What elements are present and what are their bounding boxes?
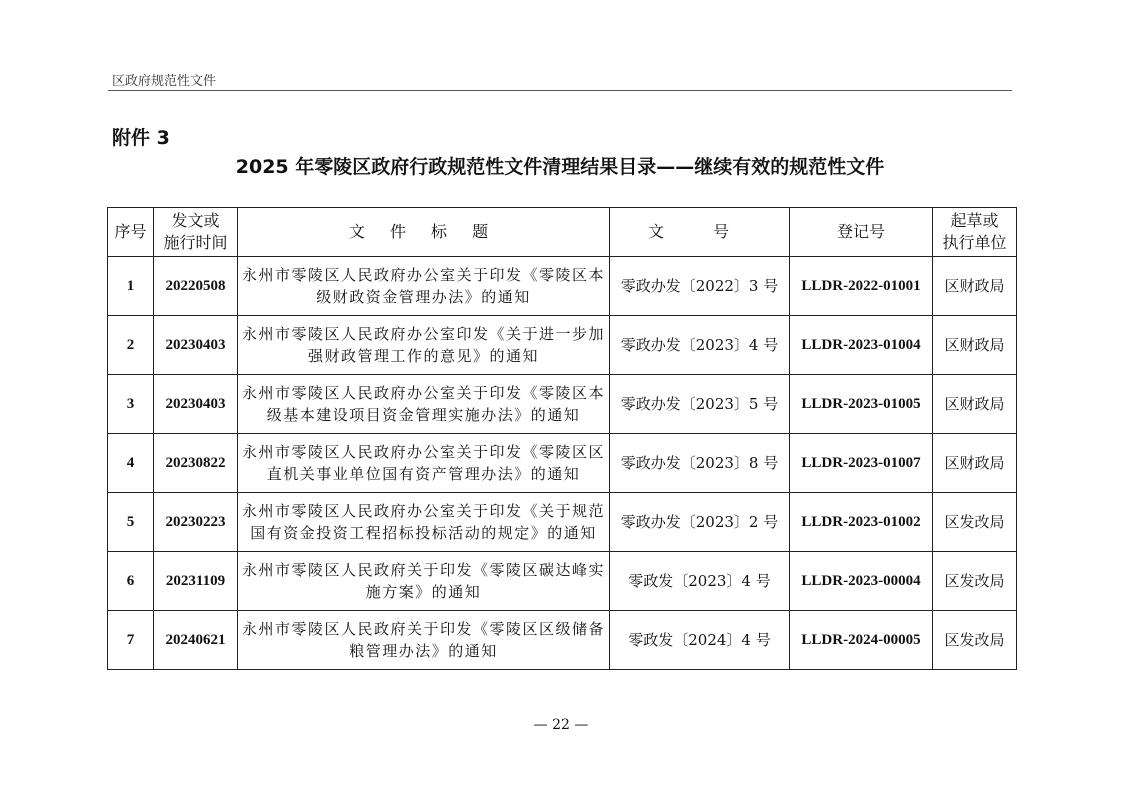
row-date: 20230403 bbox=[154, 316, 238, 375]
row-title: 永州市零陵区人民政府办公室印发《关于进一步加强财政管理工作的意见》的通知 bbox=[238, 316, 610, 375]
row-date: 20220508 bbox=[154, 257, 238, 316]
row-unit: 区财政局 bbox=[933, 316, 1017, 375]
row-title: 永州市零陵区人民政府办公室关于印发《零陵区本级财政资金管理办法》的通知 bbox=[238, 257, 610, 316]
row-docno: 零政办发〔2023〕2 号 bbox=[610, 493, 790, 552]
header-docno: 文 号 bbox=[610, 208, 790, 257]
row-date: 20231109 bbox=[154, 552, 238, 611]
row-title: 永州市零陵区人民政府办公室关于印发《关于规范国有资金投资工程招标投标活动的规定》的通知 bbox=[238, 493, 610, 552]
header-regno: 登记号 bbox=[790, 208, 933, 257]
row-date: 20230403 bbox=[154, 375, 238, 434]
row-date: 20230822 bbox=[154, 434, 238, 493]
header-divider bbox=[108, 90, 1012, 91]
running-header: 区政府规范性文件 bbox=[112, 74, 217, 89]
row-unit: 区财政局 bbox=[933, 257, 1017, 316]
row-seq: 4 bbox=[108, 434, 154, 493]
table-row bbox=[108, 434, 1017, 493]
header-seq: 序号 bbox=[108, 208, 154, 257]
attachment-label: 附件 3 bbox=[112, 127, 170, 149]
row-docno: 零政办发〔2023〕5 号 bbox=[610, 375, 790, 434]
row-unit: 区发改局 bbox=[933, 493, 1017, 552]
row-date: 20230223 bbox=[154, 493, 238, 552]
row-docno: 零政发〔2023〕4 号 bbox=[610, 552, 790, 611]
row-seq: 1 bbox=[108, 257, 154, 316]
header-date: 发文或 施行时间 bbox=[154, 208, 238, 257]
row-title: 永州市零陵区人民政府办公室关于印发《零陵区本级基本建设项目资金管理实施办法》的通知 bbox=[238, 375, 610, 434]
row-title: 永州市零陵区人民政府关于印发《零陵区碳达峰实施方案》的通知 bbox=[238, 552, 610, 611]
row-docno: 零政办发〔2022〕3 号 bbox=[610, 257, 790, 316]
row-docno: 零政办发〔2023〕8 号 bbox=[610, 434, 790, 493]
document-title: 2025 年零陵区政府行政规范性文件清理结果目录——继续有效的规范性文件 bbox=[235, 156, 885, 178]
header-title: 文 件 标 题 bbox=[238, 208, 610, 257]
row-regno: LLDR-2024-00005 bbox=[790, 611, 933, 670]
row-regno: LLDR-2023-00004 bbox=[790, 552, 933, 611]
table-row bbox=[108, 611, 1017, 670]
row-regno: LLDR-2023-01007 bbox=[790, 434, 933, 493]
row-date: 20240621 bbox=[154, 611, 238, 670]
row-title: 永州市零陵区人民政府办公室关于印发《零陵区区直机关事业单位国有资产管理办法》的通知 bbox=[238, 434, 610, 493]
row-regno: LLDR-2022-01001 bbox=[790, 257, 933, 316]
row-title: 永州市零陵区人民政府关于印发《零陵区区级储备粮管理办法》的通知 bbox=[238, 611, 610, 670]
row-unit: 区财政局 bbox=[933, 434, 1017, 493]
table-row bbox=[108, 257, 1017, 316]
row-seq: 7 bbox=[108, 611, 154, 670]
table-header-row bbox=[108, 208, 1017, 257]
table-row bbox=[108, 375, 1017, 434]
row-unit: 区发改局 bbox=[933, 611, 1017, 670]
page-number: — 22 — bbox=[533, 717, 589, 733]
row-unit: 区发改局 bbox=[933, 552, 1017, 611]
row-docno: 零政办发〔2023〕4 号 bbox=[610, 316, 790, 375]
row-seq: 2 bbox=[108, 316, 154, 375]
row-seq: 3 bbox=[108, 375, 154, 434]
table-row bbox=[108, 316, 1017, 375]
catalog-table bbox=[107, 207, 1017, 670]
row-docno: 零政发〔2024〕4 号 bbox=[610, 611, 790, 670]
row-seq: 5 bbox=[108, 493, 154, 552]
row-regno: LLDR-2023-01002 bbox=[790, 493, 933, 552]
header-unit: 起草或 执行单位 bbox=[933, 208, 1017, 257]
row-unit: 区财政局 bbox=[933, 375, 1017, 434]
row-regno: LLDR-2023-01004 bbox=[790, 316, 933, 375]
table-row bbox=[108, 493, 1017, 552]
table-row bbox=[108, 552, 1017, 611]
row-seq: 6 bbox=[108, 552, 154, 611]
row-regno: LLDR-2023-01005 bbox=[790, 375, 933, 434]
